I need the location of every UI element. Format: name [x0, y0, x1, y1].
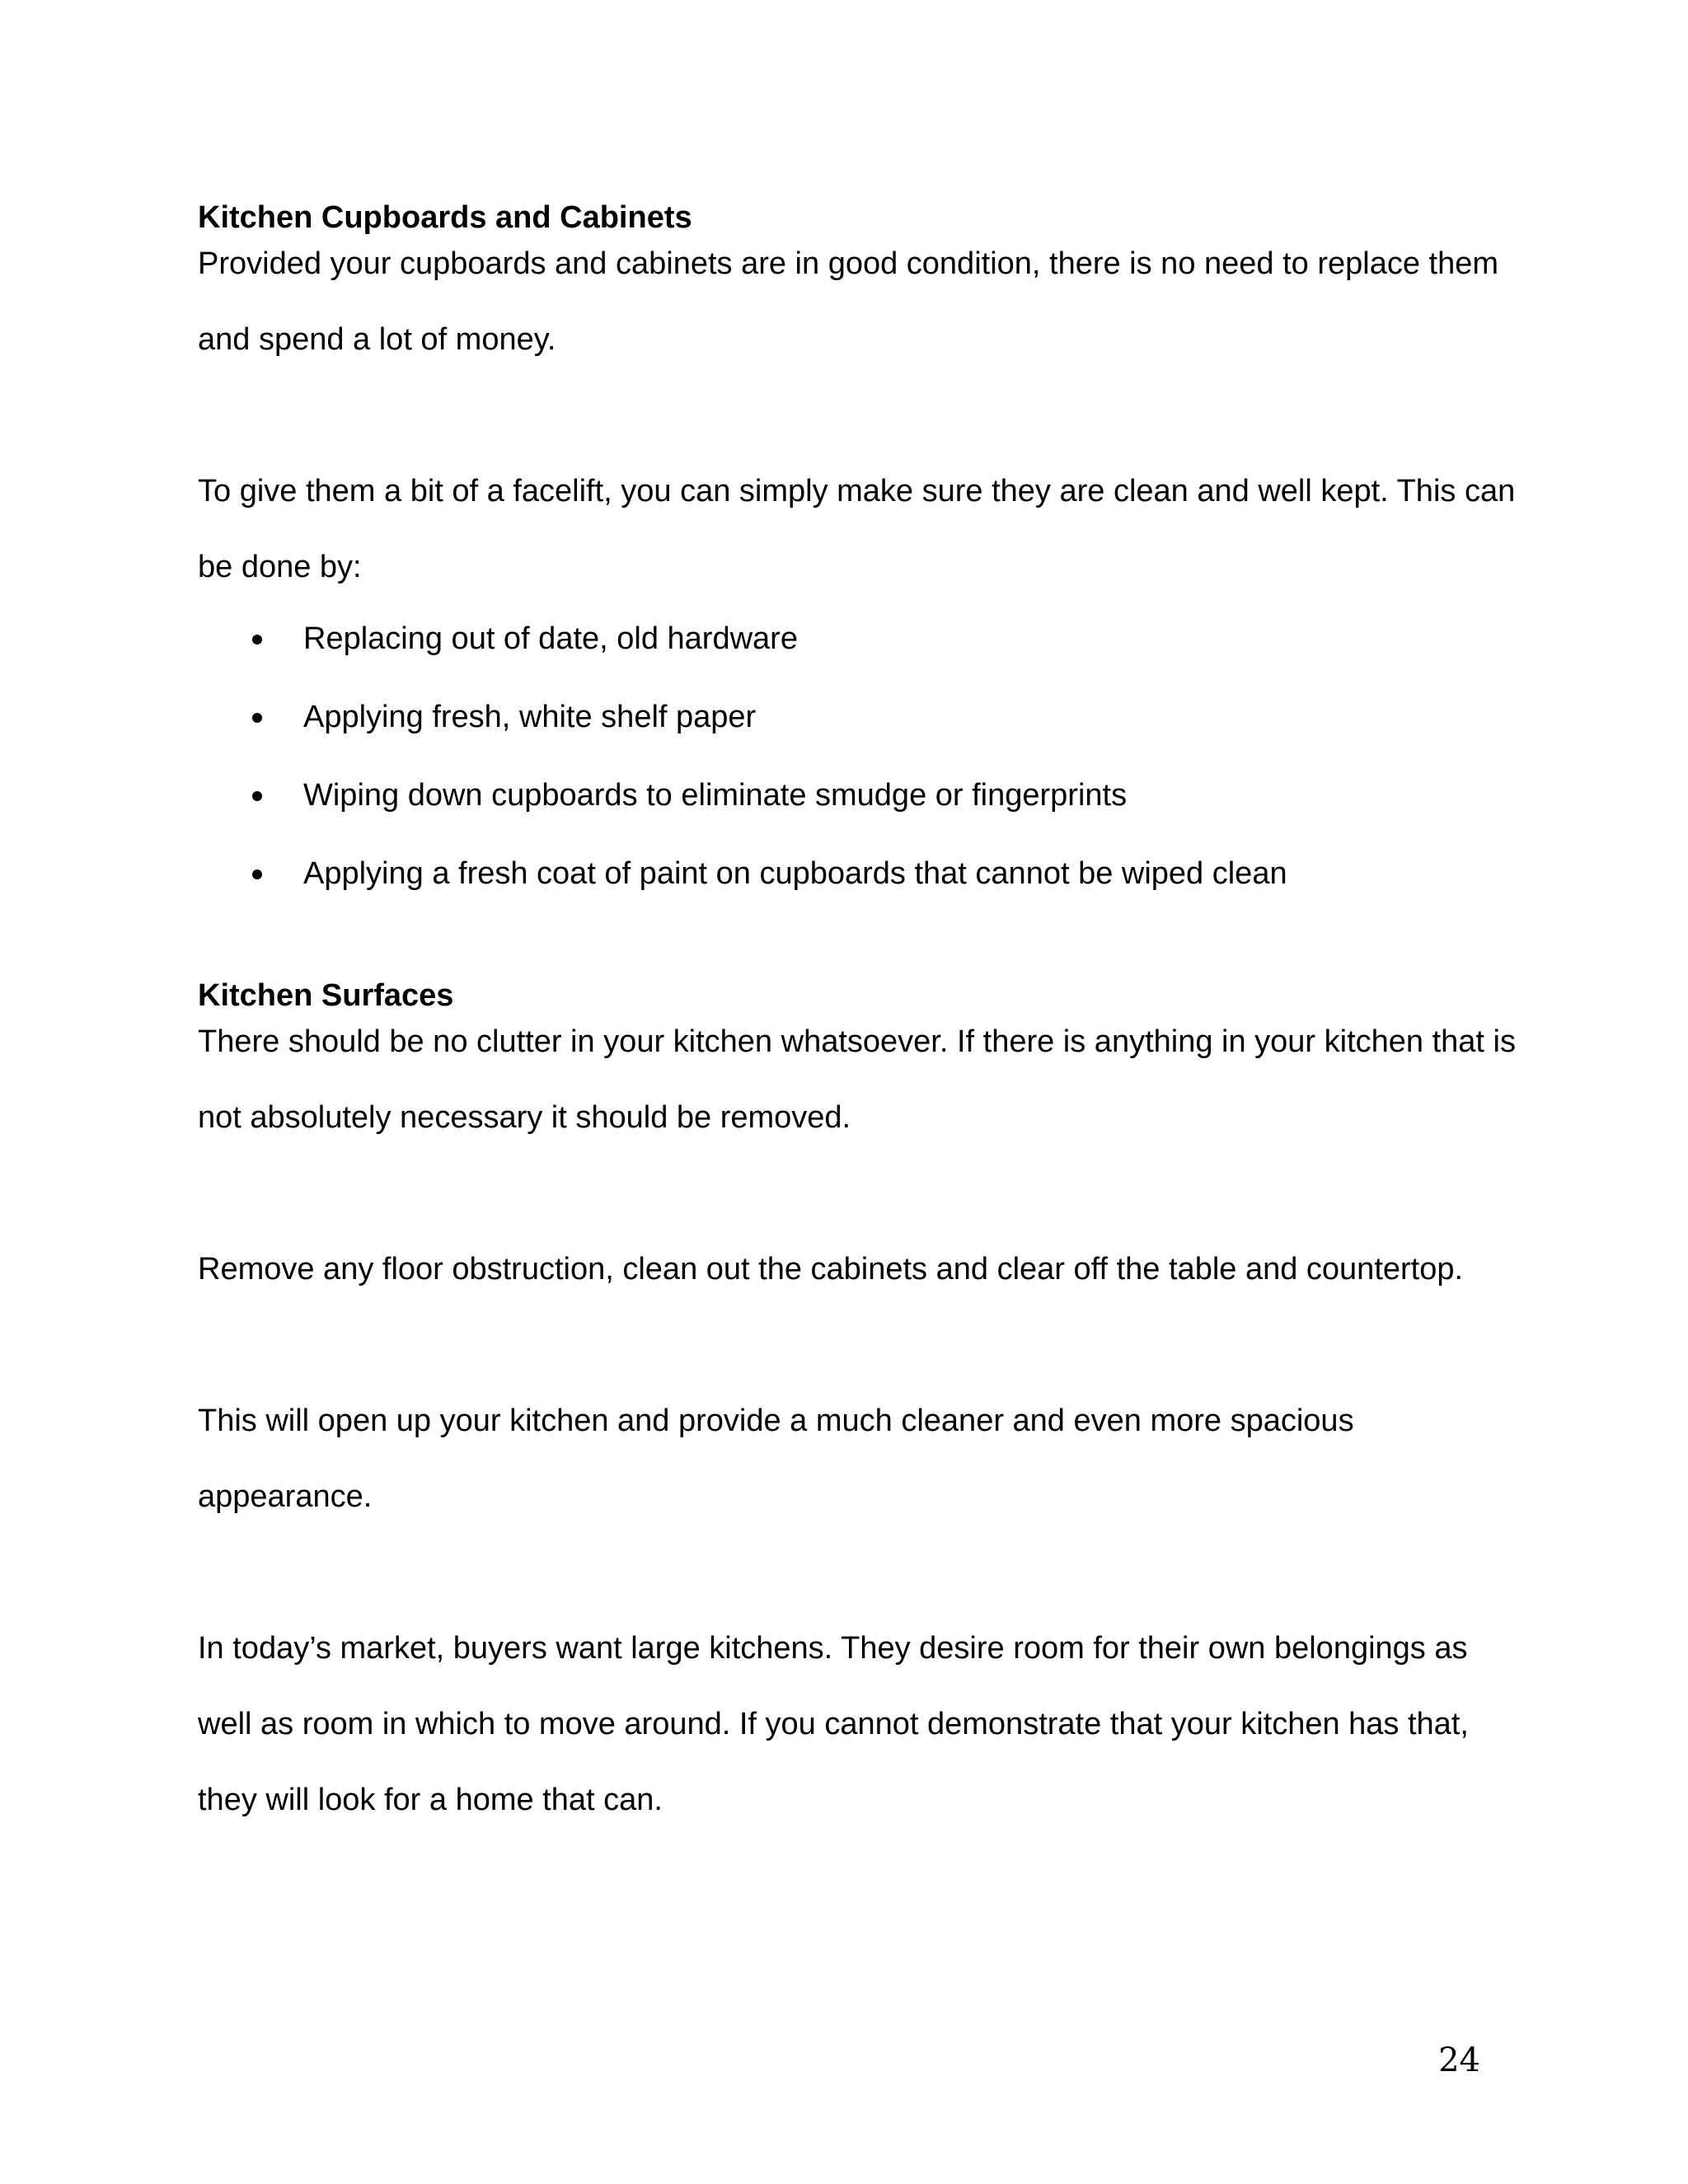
list-item-text: Replacing out of date, old hardware — [303, 621, 798, 656]
paragraph-facelift: To give them a bit of a facelift, you can simply make sure they are clean and well kept. This can be done by: — [198, 474, 1516, 584]
section-heading-cupboards: Kitchen Cupboards and Cabinets — [198, 200, 692, 235]
list-item — [198, 757, 1517, 835]
list-item — [198, 600, 1517, 678]
bullet-icon — [252, 635, 262, 644]
paragraph-remove-obstruction: Remove any floor obstruction, clean out the cabinets and clear off the table and countertop. — [198, 1252, 1464, 1286]
list-item-text: Applying fresh, white shelf paper — [303, 700, 757, 734]
bullet-icon — [252, 791, 262, 801]
list-item — [198, 678, 1517, 757]
paragraph-open-kitchen: This will open up your kitchen and provide a much cleaner and even more spacious appearance. — [198, 1404, 1354, 1514]
bullet-list-facelift — [198, 600, 1517, 913]
list-item-text: Applying a fresh coat of paint on cupboards that cannot be wiped clean — [303, 856, 1287, 891]
bullet-icon — [252, 869, 262, 879]
list-item-text: Wiping down cupboards to eliminate smudge or fingerprints — [303, 778, 1128, 813]
section-heading-surfaces: Kitchen Surfaces — [198, 978, 454, 1013]
paragraph-market: In today’s market, buyers want large kitchens. They desire room for their own belongings as well as room in which to move around. If you cannot demonstrate that your kitchen has that, they will look for a home that can. — [198, 1631, 1469, 1817]
list-item — [198, 835, 1517, 913]
page-content — [198, 194, 1517, 1838]
paragraph-cupboards-intro: Provided your cupboards and cabinets are in good condition, there is no need to replace them and spend a lot of money. — [198, 246, 1499, 357]
page-number: 24 — [1438, 2041, 1480, 2079]
paragraph-clutter: There should be no clutter in your kitchen whatsoever. If there is anything in your kitchen that is not absolutely necessary it should be removed. — [198, 1024, 1516, 1135]
bullet-icon — [252, 713, 262, 723]
